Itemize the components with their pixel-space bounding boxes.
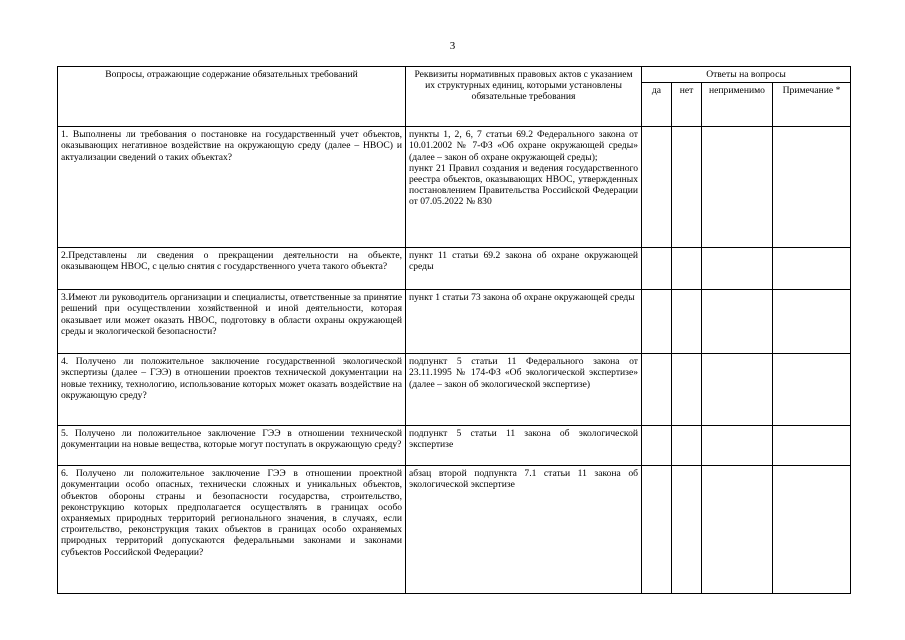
answer-not-applicable-cell[interactable] <box>702 290 773 354</box>
answer-note-cell[interactable] <box>773 354 851 426</box>
answer-no-cell[interactable] <box>672 354 702 426</box>
answer-not-applicable-cell[interactable] <box>702 426 773 466</box>
question-cell: 3.Имеют ли руководитель организации и специалисты, ответственные за принятие решений при осуществлении хозяйственной и иной деятельности, которая оказывает или может оказать НВОС, подготовку в области охраны окружающей среды и экологической безопасности? <box>58 290 406 354</box>
header-answer-yes: да <box>642 83 672 127</box>
answer-not-applicable-cell[interactable] <box>702 466 773 594</box>
requisite-line: пункты 1, 2, 6, 7 статьи 69.2 Федерального закона от 10.01.2002 № 7-ФЗ «Об охране окружающей среды» (далее – закон об охране окружающей среды); <box>409 129 638 163</box>
answer-note-cell[interactable] <box>773 426 851 466</box>
question-cell: 1. Выполнены ли требования о постановке на государственный учет объектов, оказывающих негативное воздействие на окружающую среду (далее – НВОС) и актуализации сведений о таких объектах? <box>58 127 406 248</box>
question-cell: 6. Получено ли положительное заключение ГЭЭ в отношении проектной документации особо опасных, технически сложных и уникальных объектов, объектов обороны страны и безопасности государства, строительство, реконструкцию которых предполагается осуществлять в границах особо охраняемых природных территорий регионального значения, в случаях, если строительство, реконструкция таких объектов в границах особо охраняемых природных территорий допускаются федеральными законами и законами субъектов Российской Федерации? <box>58 466 406 594</box>
answer-yes-cell[interactable] <box>642 248 672 290</box>
answer-note-cell[interactable] <box>773 290 851 354</box>
answer-not-applicable-cell[interactable] <box>702 354 773 426</box>
requisite-line: пункт 21 Правил создания и ведения государственного реестра объектов, оказывающих НВОС, утвержденных постановлением Правительства Российской Федерации от 07.05.2022 № 830 <box>409 162 638 208</box>
header-requisites: Реквизиты нормативных правовых актов с указанием их структурных единиц, которыми установлены обязательные требования <box>406 67 642 127</box>
requisite-line: пункт 11 статьи 69.2 закона об охране окружающей среды <box>409 250 638 273</box>
requisite-line: абзац второй подпункта 7.1 статьи 11 закона об экологической экспертизе <box>409 468 638 491</box>
header-answer-note: Примечание * <box>773 83 851 127</box>
table-row <box>58 354 851 426</box>
requisites-cell <box>406 426 642 466</box>
answer-yes-cell[interactable] <box>642 290 672 354</box>
answer-no-cell[interactable] <box>672 127 702 248</box>
requisites-cell <box>406 290 642 354</box>
requisite-line: подпункт 5 статьи 11 Федерального закона от 23.11.1995 № 174-ФЗ «Об экологической экспертизе» (далее – закон об экологической экспертизе) <box>409 356 638 390</box>
answer-note-cell[interactable] <box>773 248 851 290</box>
requirements-table <box>57 66 851 594</box>
answer-yes-cell[interactable] <box>642 426 672 466</box>
question-cell: 4. Получено ли положительное заключение государственной экологической экспертизы (далее – ГЭЭ) в отношении проектов технической документации на новые технику, технологию, использование которых может оказать воздействие на окружающую среду? <box>58 354 406 426</box>
table-row <box>58 426 851 466</box>
answer-no-cell[interactable] <box>672 466 702 594</box>
answer-note-cell[interactable] <box>773 466 851 594</box>
requisite-line: подпункт 5 статьи 11 закона об экологической экспертизе <box>409 428 638 451</box>
answer-yes-cell[interactable] <box>642 466 672 594</box>
answer-no-cell[interactable] <box>672 290 702 354</box>
requisite-line: пункт 1 статьи 73 закона об охране окружающей среды <box>409 292 635 304</box>
table-row <box>58 466 851 594</box>
table-row <box>58 290 851 354</box>
table-row <box>58 127 851 248</box>
page-number: 3 <box>449 40 456 52</box>
answer-no-cell[interactable] <box>672 248 702 290</box>
answer-no-cell[interactable] <box>672 426 702 466</box>
question-cell: 2.Представлены ли сведения о прекращении деятельности на объекте, оказывающем НВОС, с целью снятия с государственного учета такого объекта? <box>58 248 406 290</box>
question-cell: 5. Получено ли положительное заключение ГЭЭ в отношении технической документации на новые вещества, которые могут поступать в окружающую среду? <box>58 426 406 466</box>
answer-not-applicable-cell[interactable] <box>702 248 773 290</box>
header-questions: Вопросы, отражающие содержание обязательных требований <box>58 67 406 127</box>
header-answer-no: нет <box>672 83 702 127</box>
requisites-cell <box>406 127 642 248</box>
answer-yes-cell[interactable] <box>642 127 672 248</box>
requisites-cell <box>406 466 642 594</box>
requisites-cell <box>406 248 642 290</box>
header-answer-not-applicable: неприменимо <box>702 83 773 127</box>
answer-not-applicable-cell[interactable] <box>702 127 773 248</box>
table-row <box>58 248 851 290</box>
answer-note-cell[interactable] <box>773 127 851 248</box>
answer-yes-cell[interactable] <box>642 354 672 426</box>
requisites-cell <box>406 354 642 426</box>
header-answers: Ответы на вопросы <box>642 67 851 83</box>
